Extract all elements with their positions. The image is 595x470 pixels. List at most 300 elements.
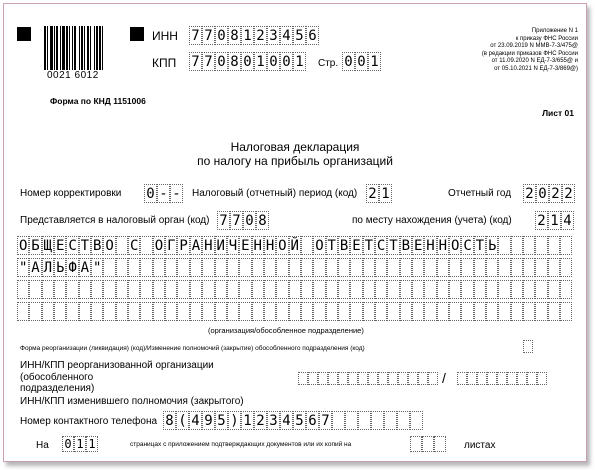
org-name-cell[interactable] [461, 302, 473, 321]
org-name-cell[interactable]: О [154, 238, 164, 254]
org-name-cell[interactable] [486, 302, 498, 321]
org-name-cell[interactable] [523, 280, 535, 299]
inn-cell[interactable]: 7 [202, 26, 215, 45]
org-name-cell[interactable] [461, 258, 473, 277]
pages-cell[interactable]: 1 [86, 436, 98, 452]
org-name-cell[interactable] [276, 302, 288, 321]
org-name-cell[interactable] [326, 258, 338, 277]
correction-cell[interactable]: 0 [144, 184, 157, 203]
phone-cells[interactable] [163, 411, 423, 430]
org-name-cell[interactable]: В [339, 238, 349, 254]
org-name-cell[interactable]: Ь [55, 260, 65, 276]
reorg-kpp-cell[interactable] [537, 372, 547, 385]
org-name-cell[interactable] [252, 258, 264, 277]
org-name-cell[interactable] [276, 258, 288, 277]
pages-cell[interactable]: 1 [74, 436, 86, 452]
org-name-row-4[interactable] [17, 302, 572, 321]
org-name-cell[interactable] [486, 258, 498, 277]
authority-cell[interactable]: 0 [243, 211, 256, 230]
org-name-cell[interactable] [140, 280, 152, 299]
org-name-cell[interactable] [289, 258, 301, 277]
org-name-cell[interactable] [202, 302, 214, 321]
reorg-inn-cell[interactable] [398, 372, 408, 385]
org-name-cell[interactable] [17, 302, 29, 321]
org-name-cell[interactable] [215, 302, 227, 321]
org-name-cell[interactable] [498, 302, 510, 321]
org-name-cell[interactable] [338, 302, 350, 321]
attachment-sheets-cell[interactable] [434, 436, 446, 452]
org-name-cell[interactable]: Т [364, 238, 374, 254]
org-name-cell[interactable] [548, 258, 560, 277]
phone-cell[interactable] [345, 411, 358, 430]
org-name-cell[interactable] [523, 236, 535, 255]
org-name-cell[interactable] [511, 258, 523, 277]
org-name-cell[interactable] [103, 258, 115, 277]
org-name-cell[interactable]: А [80, 260, 90, 276]
org-name-cell[interactable] [239, 258, 251, 277]
org-name-cell[interactable]: О [450, 238, 460, 254]
org-name-cell[interactable] [42, 302, 54, 321]
reorg-inn-cell[interactable] [318, 372, 328, 385]
phone-cell[interactable]: 9 [202, 411, 215, 430]
org-name-cell[interactable] [474, 302, 486, 321]
org-name-cell[interactable] [498, 280, 510, 299]
org-name-row-1[interactable] [17, 236, 572, 255]
org-name-cell[interactable]: С [463, 238, 472, 254]
org-name-cell[interactable] [190, 280, 202, 299]
org-name-cell[interactable] [190, 302, 202, 321]
org-name-cell[interactable] [338, 258, 350, 277]
org-name-cell[interactable]: Т [389, 238, 398, 254]
reorg-inn-cell[interactable] [358, 372, 368, 385]
org-name-cell[interactable] [116, 258, 128, 277]
authority-cell[interactable]: 7 [217, 211, 230, 230]
org-name-cell[interactable]: Е [413, 238, 423, 254]
phone-cell[interactable] [384, 411, 397, 430]
phone-cell[interactable]: 3 [267, 411, 280, 430]
pages-cell[interactable]: 0 [62, 436, 74, 452]
org-name-cell[interactable] [400, 302, 412, 321]
form-title-line1: Налоговая декларация [230, 140, 360, 154]
correction-cell[interactable]: - [157, 184, 170, 203]
org-name-cell[interactable]: И [216, 238, 225, 254]
org-name-cell[interactable]: А [31, 260, 40, 276]
org-name-cell[interactable] [202, 280, 214, 299]
org-name-cell[interactable] [535, 302, 547, 321]
org-name-cell[interactable] [424, 258, 436, 277]
org-name-cell[interactable] [424, 280, 436, 299]
org-name-cell[interactable] [461, 280, 473, 299]
org-name-cell[interactable] [301, 302, 313, 321]
reorg-kpp-cell[interactable] [457, 372, 467, 385]
org-name-cell[interactable] [412, 302, 424, 321]
org-name-cell[interactable] [412, 258, 424, 277]
org-name-cell[interactable]: Т [475, 238, 485, 254]
period-cells[interactable] [366, 184, 392, 203]
org-name-cell[interactable] [449, 302, 461, 321]
org-name-cell[interactable] [523, 302, 535, 321]
org-name-cell[interactable]: Л [43, 260, 53, 276]
org-name-cell[interactable] [153, 280, 165, 299]
reorg-kpp-cell[interactable] [527, 372, 537, 385]
reorg-kpp-cell[interactable] [467, 372, 477, 385]
org-name-cell[interactable] [264, 258, 276, 277]
org-name-cell[interactable]: Н [253, 238, 262, 254]
org-name-cell[interactable] [474, 258, 486, 277]
org-name-cell[interactable]: Щ [43, 238, 53, 254]
page-cell[interactable]: 0 [342, 52, 355, 71]
org-name-cell[interactable] [42, 280, 54, 299]
inn-cell[interactable]: 1 [241, 26, 254, 45]
corner-marker-left [17, 27, 31, 41]
org-name-cell[interactable] [437, 280, 449, 299]
org-name-cell[interactable] [350, 280, 362, 299]
org-name-cell[interactable] [29, 280, 41, 299]
reorg-inn-cell[interactable] [408, 372, 418, 385]
reorg-inn-cell[interactable] [428, 372, 438, 385]
org-name-cell[interactable]: Ф [68, 260, 77, 276]
org-name-cell[interactable]: Т [80, 238, 90, 254]
org-name-cell[interactable] [387, 280, 399, 299]
phone-cell[interactable]: 7 [319, 411, 332, 430]
org-name-cell[interactable] [375, 280, 387, 299]
org-name-cell[interactable] [350, 258, 362, 277]
pages-cells[interactable] [62, 436, 98, 452]
period-cell[interactable]: 2 [366, 184, 379, 203]
org-name-cell[interactable] [177, 302, 189, 321]
org-name-cell[interactable] [400, 280, 412, 299]
org-name-cell[interactable]: Е [55, 238, 65, 254]
org-name-cell[interactable] [116, 280, 128, 299]
inn-cell[interactable]: 2 [254, 26, 267, 45]
org-name-cell[interactable] [103, 280, 115, 299]
org-name-cell[interactable]: С [376, 238, 386, 254]
org-name-cell[interactable]: В [93, 238, 102, 254]
org-name-cell[interactable]: Г [167, 238, 176, 254]
org-name-cell[interactable] [177, 258, 189, 277]
org-name-cell[interactable] [498, 236, 510, 255]
org-name-cell[interactable] [165, 280, 177, 299]
barcode-bar [102, 26, 103, 70]
org-name-cell[interactable] [560, 280, 572, 299]
org-name-cell[interactable] [486, 280, 498, 299]
org-name-cell[interactable]: О [105, 238, 114, 254]
phone-cell[interactable]: ) [228, 411, 241, 430]
org-name-cell[interactable] [313, 258, 325, 277]
org-name-cell[interactable] [79, 280, 91, 299]
correction-cells[interactable] [144, 184, 183, 203]
org-name-cell[interactable]: Н [426, 238, 435, 254]
org-name-cell[interactable] [91, 302, 103, 321]
kpp-cell[interactable]: 8 [228, 52, 241, 71]
year-cells[interactable] [523, 184, 575, 203]
kpp-cell[interactable]: 7 [189, 52, 202, 71]
inn-cell[interactable]: 0 [215, 26, 228, 45]
org-name-cell[interactable] [239, 302, 251, 321]
kpp-cell[interactable]: 0 [280, 52, 293, 71]
attachment-sheets-cell[interactable] [410, 436, 422, 452]
org-name-cell[interactable] [202, 258, 214, 277]
kpp-cell[interactable]: 0 [267, 52, 280, 71]
inn-cell[interactable]: 7 [189, 26, 202, 45]
org-name-cell[interactable] [412, 280, 424, 299]
org-name-cell[interactable]: О [278, 238, 287, 254]
org-name-cell[interactable]: " [18, 260, 28, 276]
org-name-cell[interactable]: Е [352, 238, 361, 254]
org-name-cell[interactable] [437, 302, 449, 321]
org-name-cell[interactable]: Н [265, 238, 275, 254]
authority-cells[interactable] [217, 211, 269, 230]
phone-cell[interactable]: 2 [254, 411, 267, 430]
org-name-cell[interactable] [140, 236, 152, 255]
kpp-cell[interactable]: 0 [241, 52, 254, 71]
org-name-cell[interactable] [375, 302, 387, 321]
org-name-cell[interactable] [350, 302, 362, 321]
org-name-cell[interactable] [264, 280, 276, 299]
org-name-cell[interactable] [66, 280, 78, 299]
org-name-cell[interactable] [128, 280, 140, 299]
org-name-cell[interactable] [449, 258, 461, 277]
barcode-image [44, 26, 120, 70]
kpp-cell[interactable]: 1 [293, 52, 306, 71]
org-name-cell[interactable] [54, 280, 66, 299]
reorg-inn-cell[interactable] [388, 372, 398, 385]
pages-suffix: листах [464, 440, 496, 451]
phone-cell[interactable]: 5 [293, 411, 306, 430]
org-name-cell[interactable] [289, 302, 301, 321]
inn-cell[interactable]: 4 [280, 26, 293, 45]
phone-cell[interactable] [358, 411, 371, 430]
authority-cell[interactable]: 8 [256, 211, 269, 230]
org-name-cell[interactable] [215, 280, 227, 299]
org-name-cell[interactable] [252, 280, 264, 299]
reorg-kpp-cells[interactable] [457, 372, 547, 385]
attachment-sheets-cells[interactable] [410, 436, 446, 452]
org-name-cell[interactable] [215, 258, 227, 277]
reorg-form-cells[interactable] [523, 340, 533, 353]
year-cell[interactable]: 2 [523, 184, 536, 203]
location-cell[interactable]: 4 [561, 211, 574, 230]
org-name-cell[interactable]: Н [438, 238, 448, 254]
org-name-cell[interactable] [252, 302, 264, 321]
org-name-cell[interactable] [474, 280, 486, 299]
org-name-cell[interactable] [140, 258, 152, 277]
kpp-cell[interactable]: 7 [202, 52, 215, 71]
period-cell[interactable]: 1 [379, 184, 392, 203]
org-name-cell[interactable] [17, 280, 29, 299]
org-name-cell[interactable] [511, 280, 523, 299]
barcode-bar [84, 26, 85, 70]
org-name-cell[interactable] [301, 280, 313, 299]
org-name-cell[interactable] [128, 302, 140, 321]
barcode-bar [62, 26, 65, 70]
kpp-cells [189, 52, 306, 71]
reorg-inn-cells[interactable] [298, 372, 438, 385]
reorg-inn-cell[interactable] [308, 372, 318, 385]
year-label: Отчетный год [448, 188, 512, 199]
org-name-cell[interactable] [165, 302, 177, 321]
org-name-cell[interactable] [523, 258, 535, 277]
org-name-cell[interactable] [560, 236, 572, 255]
org-name-cell[interactable] [128, 258, 140, 277]
org-name-cell[interactable] [424, 302, 436, 321]
org-name-cell[interactable] [326, 280, 338, 299]
org-name-cell[interactable] [301, 236, 313, 255]
org-name-cell[interactable] [560, 258, 572, 277]
org-name-cell[interactable]: С [130, 238, 139, 254]
reorg-kpp-cell[interactable] [497, 372, 507, 385]
org-name-cell[interactable] [29, 302, 41, 321]
period-label: Налоговый (отчетный) период (код) [192, 188, 358, 199]
kpp-cell[interactable]: 1 [254, 52, 267, 71]
barcode-bar [47, 26, 48, 70]
inn-cell[interactable]: 5 [293, 26, 306, 45]
org-name-cell[interactable]: О [18, 238, 28, 254]
org-name-cell[interactable] [91, 280, 103, 299]
org-name-cell[interactable] [338, 280, 350, 299]
location-cell[interactable]: 2 [535, 211, 548, 230]
reorg-inn-cell[interactable] [378, 372, 388, 385]
phone-cell[interactable] [410, 411, 423, 430]
barcode-bar [44, 26, 46, 70]
phone-cell[interactable] [371, 411, 384, 430]
reorg-kpp-cell[interactable] [517, 372, 527, 385]
reorg-inn-cell[interactable] [328, 372, 338, 385]
page-cell[interactable]: 1 [368, 52, 381, 71]
phone-cell[interactable]: 8 [163, 411, 176, 430]
org-name-cell[interactable] [363, 280, 375, 299]
org-name-cell[interactable]: Н [204, 238, 213, 254]
org-name-cell[interactable]: " [93, 260, 102, 276]
org-name-cell[interactable] [289, 280, 301, 299]
appendix-line: Приложение N 1 [531, 28, 578, 34]
reorg-inn-cell[interactable] [348, 372, 358, 385]
org-name-cell[interactable]: Р [179, 238, 188, 254]
location-cells[interactable] [535, 211, 574, 230]
year-cell[interactable]: 2 [549, 184, 562, 203]
correction-cell[interactable]: - [170, 184, 183, 203]
org-name-cell[interactable] [190, 258, 202, 277]
attachment-sheets-cell[interactable] [422, 436, 434, 452]
org-name-cell[interactable]: Е [241, 238, 250, 254]
correction-label: Номер корректировки [20, 188, 122, 199]
org-name-cell[interactable] [313, 302, 325, 321]
page-cell[interactable]: 0 [355, 52, 368, 71]
org-name-cell[interactable] [116, 302, 128, 321]
org-name-cell[interactable] [437, 258, 449, 277]
inn-cells [189, 26, 319, 45]
org-name-cell[interactable] [227, 302, 239, 321]
reorg-kpp-cell[interactable] [487, 372, 497, 385]
org-name-cell[interactable] [227, 258, 239, 277]
location-cell[interactable]: 1 [548, 211, 561, 230]
org-name-cell[interactable] [548, 236, 560, 255]
org-name-cell[interactable]: Б [31, 238, 40, 254]
org-name-cell[interactable] [165, 258, 177, 277]
org-name-cell[interactable]: Т [327, 238, 336, 254]
org-name-cell[interactable] [264, 302, 276, 321]
org-name-cell[interactable] [363, 258, 375, 277]
inn-cell[interactable]: 8 [228, 26, 241, 45]
org-name-cell[interactable] [449, 280, 461, 299]
org-name-cell[interactable] [560, 302, 572, 321]
year-cell[interactable]: 2 [562, 184, 575, 203]
org-name-cell[interactable] [498, 258, 510, 277]
org-name-cell[interactable] [79, 302, 91, 321]
org-name-cell[interactable]: О [315, 238, 324, 254]
org-name-row-3[interactable] [17, 280, 572, 299]
org-name-row-2[interactable] [17, 258, 572, 277]
org-name-cell[interactable] [511, 302, 523, 321]
reorg-inn-cell[interactable] [368, 372, 378, 385]
org-name-cell[interactable]: С [68, 238, 77, 254]
org-name-cell[interactable]: Ь [488, 238, 497, 254]
phone-cell[interactable] [332, 411, 345, 430]
phone-cell[interactable] [397, 411, 410, 430]
org-name-cell[interactable] [535, 280, 547, 299]
org-name-cell[interactable] [276, 280, 288, 299]
phone-cell[interactable]: 5 [215, 411, 228, 430]
org-name-cell[interactable] [153, 302, 165, 321]
org-name-cell[interactable] [227, 280, 239, 299]
org-name-cell[interactable] [313, 280, 325, 299]
org-name-cell[interactable] [116, 236, 128, 255]
org-name-cell[interactable] [239, 280, 251, 299]
org-name-cell[interactable] [153, 258, 165, 277]
authority-cell[interactable]: 7 [230, 211, 243, 230]
appendix-line: к приказу ФНС России [515, 35, 578, 42]
org-name-cell[interactable] [548, 302, 560, 321]
phone-cell[interactable]: 4 [280, 411, 293, 430]
org-name-cell[interactable] [177, 280, 189, 299]
org-name-cell[interactable] [535, 258, 547, 277]
inn-cell[interactable]: 6 [306, 26, 319, 45]
org-name-cell[interactable] [140, 302, 152, 321]
org-name-cell[interactable] [387, 258, 399, 277]
phone-cell[interactable]: ( [176, 411, 189, 430]
org-name-cell[interactable] [66, 302, 78, 321]
org-name-cell[interactable]: Й [290, 238, 299, 254]
org-name-cell[interactable] [548, 280, 560, 299]
org-name-cell[interactable] [103, 302, 115, 321]
org-name-cell[interactable] [54, 302, 66, 321]
inn-cell[interactable]: 3 [267, 26, 280, 45]
reorg-inn-cell[interactable] [298, 372, 308, 385]
org-name-cell[interactable] [301, 258, 313, 277]
phone-cell[interactable]: 4 [189, 411, 202, 430]
org-name-cell[interactable] [535, 236, 547, 255]
kpp-cell[interactable]: 0 [215, 52, 228, 71]
reorg-kpp-cell[interactable] [507, 372, 517, 385]
org-name-cell[interactable] [375, 258, 387, 277]
year-cell[interactable]: 0 [536, 184, 549, 203]
org-name-cell[interactable] [363, 302, 375, 321]
org-name-cell[interactable]: В [401, 238, 411, 254]
org-name-cell[interactable]: А [191, 238, 201, 254]
org-name-cell[interactable] [387, 302, 399, 321]
reorg-inn-cell[interactable] [418, 372, 428, 385]
org-name-cell[interactable]: Ч [228, 238, 238, 254]
org-name-cell[interactable] [511, 236, 523, 255]
phone-cell[interactable]: 1 [241, 411, 254, 430]
appendix-line: от 05.10.2021 N ЕД-7-3/869@) [494, 65, 578, 72]
org-name-cell[interactable] [400, 258, 412, 277]
reorg-inn-cell[interactable] [338, 372, 348, 385]
reorg-form-cell[interactable] [523, 340, 533, 353]
reorg-kpp-cell[interactable] [477, 372, 487, 385]
org-name-cell[interactable] [326, 302, 338, 321]
phone-cell[interactable]: 6 [306, 411, 319, 430]
